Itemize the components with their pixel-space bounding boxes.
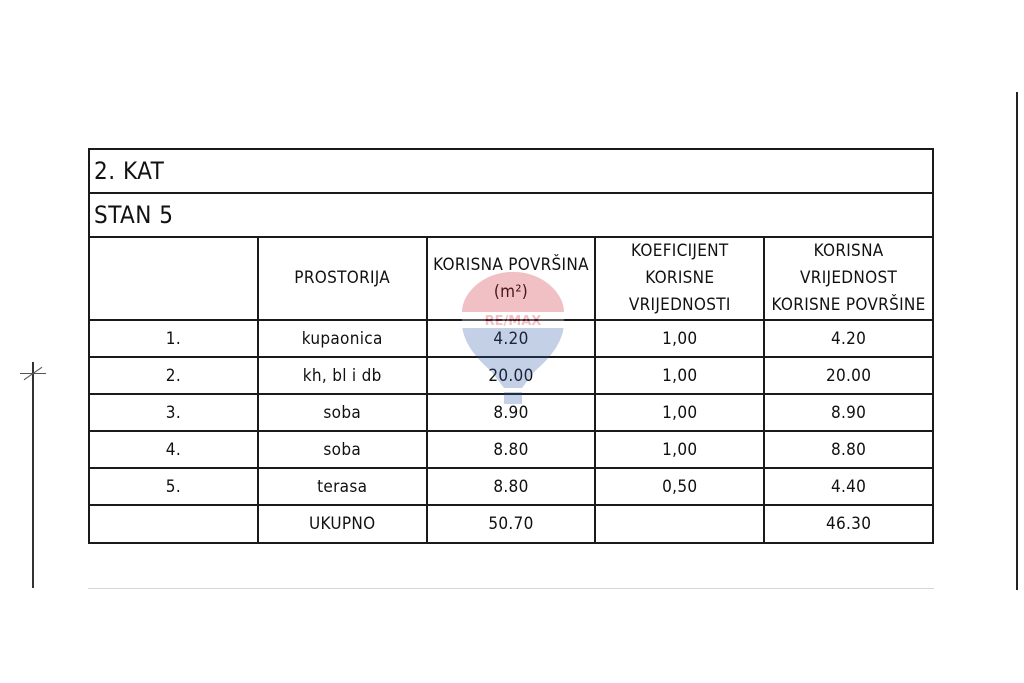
row-num: 5. xyxy=(89,468,258,505)
total-label: UKUPNO xyxy=(258,505,427,543)
watermark-text: RE/MAX xyxy=(484,314,542,329)
row-coef: 1,00 xyxy=(595,320,764,357)
total-row xyxy=(89,505,933,543)
header-value xyxy=(764,237,933,320)
row-value: 20.00 xyxy=(764,357,933,394)
header-row xyxy=(89,237,933,320)
row-coef: 1,00 xyxy=(595,431,764,468)
row-value: 4.20 xyxy=(764,320,933,357)
row-area: 20.00 xyxy=(427,357,596,394)
area-table xyxy=(88,148,934,544)
header-area xyxy=(427,237,596,320)
floor-title: 2. KAT xyxy=(89,149,933,193)
row-value: 8.90 xyxy=(764,394,933,431)
header-coef-line1: KOEFICIJENT KORISNE xyxy=(631,241,729,288)
row-room: terasa xyxy=(258,468,427,505)
table-row xyxy=(89,394,933,431)
row-value: 4.40 xyxy=(764,468,933,505)
table-row xyxy=(89,431,933,468)
table-row xyxy=(89,320,933,357)
row-coef: 1,00 xyxy=(595,357,764,394)
header-value-line2: KORISNE POVRŠINE xyxy=(771,295,926,315)
row-num: 4. xyxy=(89,431,258,468)
row-num: 1. xyxy=(89,320,258,357)
row-room: kh, bl i db xyxy=(258,357,427,394)
unit-title: STAN 5 xyxy=(89,193,933,237)
header-area-line1: KORISNA POVRŠINA xyxy=(433,254,589,275)
row-coef: 1,00 xyxy=(595,394,764,431)
row-area: 8.80 xyxy=(427,431,596,468)
right-margin-line xyxy=(1016,92,1018,590)
total-area: 50.70 xyxy=(427,505,596,543)
total-num xyxy=(89,505,258,543)
row-room: kupaonica xyxy=(258,320,427,357)
header-coef-line2: VRIJEDNOSTI xyxy=(628,295,731,315)
row-room: soba xyxy=(258,431,427,468)
row-room: soba xyxy=(258,394,427,431)
header-num xyxy=(89,237,258,320)
table-row xyxy=(89,468,933,505)
header-area-line2: (m²) xyxy=(493,281,529,302)
header-room: PROSTORIJA xyxy=(258,237,427,320)
header-coef xyxy=(595,237,764,320)
total-coef xyxy=(595,505,764,543)
table-row xyxy=(89,357,933,394)
row-value: 8.80 xyxy=(764,431,933,468)
row-coef: 0,50 xyxy=(595,468,764,505)
row-area: 8.80 xyxy=(427,468,596,505)
row-area: 4.20 xyxy=(427,320,596,357)
header-value-line1: KORISNA VRIJEDNOST xyxy=(800,241,898,288)
bottom-divider xyxy=(88,588,934,589)
row-num: 2. xyxy=(89,357,258,394)
row-area: 8.90 xyxy=(427,394,596,431)
total-value: 46.30 xyxy=(764,505,933,543)
left-reference-line xyxy=(32,362,34,588)
row-num: 3. xyxy=(89,394,258,431)
